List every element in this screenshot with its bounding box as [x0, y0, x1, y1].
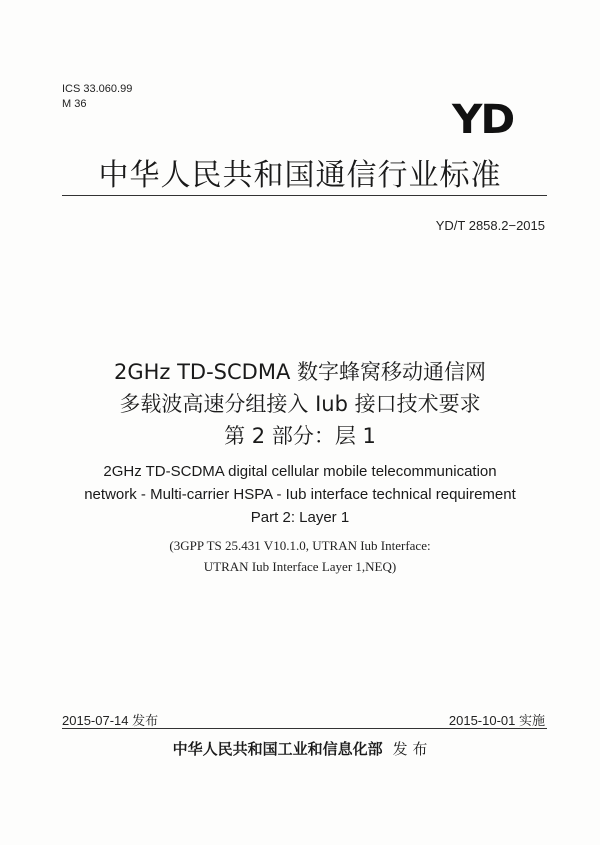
cn-title-line: 第 2 部分：层 1	[224, 424, 376, 448]
standard-number: YD/T 2858.2−2015	[435, 218, 545, 233]
en-title-line: 2GHz TD-SCDMA digital cellular mobile telecommunication	[103, 463, 497, 480]
classification-codes	[62, 82, 132, 112]
standard-title: 中华人民共和国通信行业标准	[98, 158, 502, 193]
reference-line: UTRAN Iub Interface Layer 1,NEQ)	[203, 559, 397, 574]
chinese-document-title	[0, 356, 600, 452]
ics-code: ICS 33.060.99	[62, 83, 133, 95]
top-divider	[62, 195, 547, 196]
category-code: M 36	[62, 98, 87, 110]
en-title-line: network - Multi-carrier HSPA - Iub interface technical requirement	[84, 486, 516, 503]
en-title-line: Part 2: Layer 1	[250, 509, 350, 526]
cn-title-line: 2GHz TD-SCDMA 数字蜂窝移动通信网	[113, 360, 487, 384]
english-document-title	[0, 460, 600, 529]
issue-label: 发 布	[392, 740, 428, 758]
publisher-name: 中华人民共和国工业和信息化部	[172, 740, 383, 758]
publisher-line	[0, 738, 600, 759]
release-date: 2015-07-14 发布	[62, 713, 159, 728]
yd-logo: YD	[452, 96, 514, 143]
implementation-date: 2015-10-01 实施	[448, 713, 545, 728]
cn-title-line: 多载波高速分组接入 Iub 接口技术要求	[119, 392, 481, 416]
bottom-divider	[62, 728, 547, 729]
reference-standard	[0, 535, 600, 577]
reference-line: (3GPP TS 25.431 V10.1.0, UTRAN Iub Interface:	[169, 538, 431, 553]
